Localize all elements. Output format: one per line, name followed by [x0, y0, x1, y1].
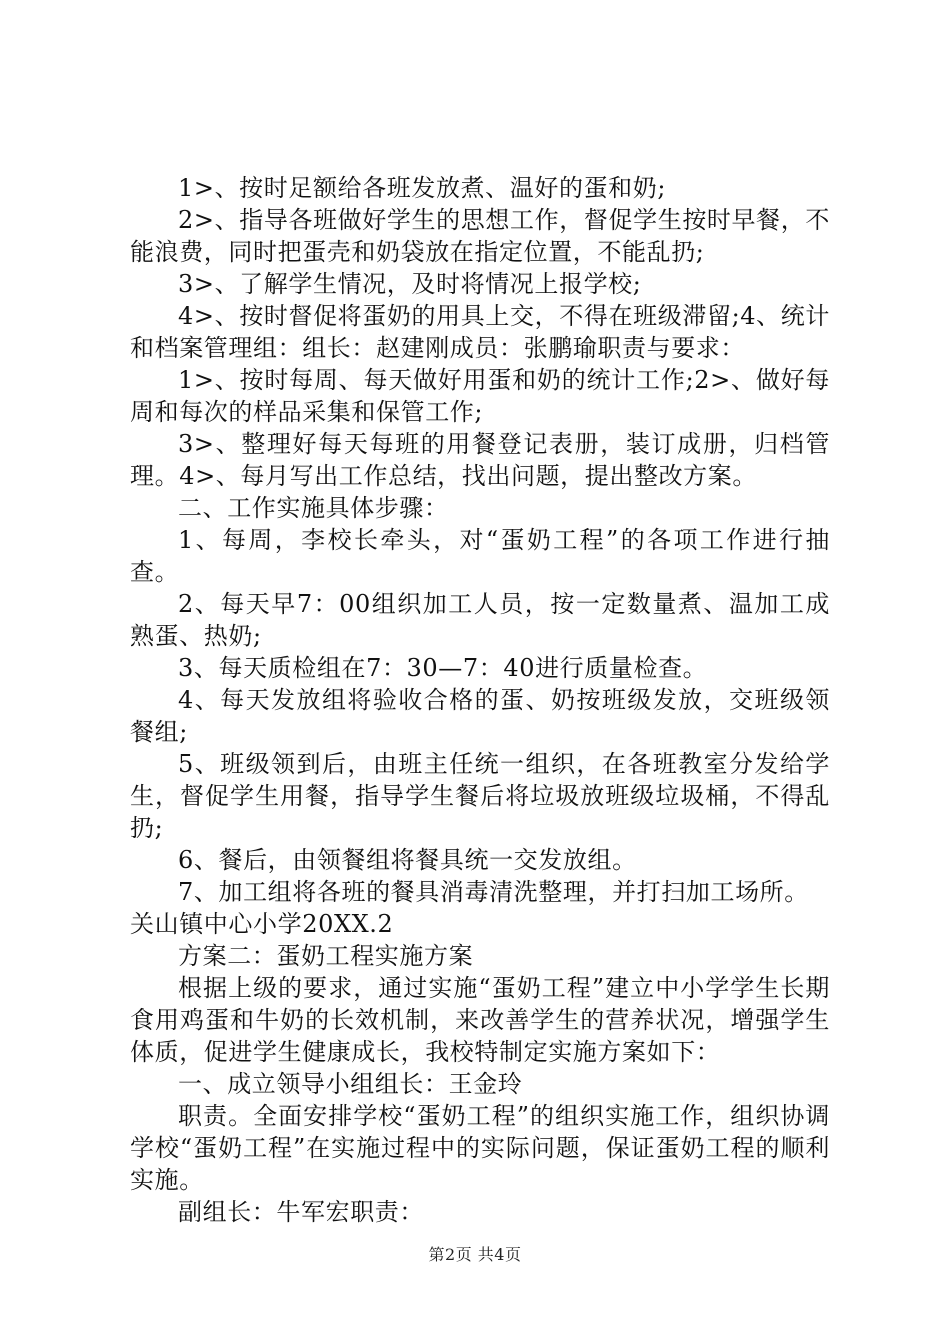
paragraph: 7、加工组将各班的餐具消毒清洗整理，并打扫加工场所。	[178, 878, 809, 906]
paragraph: 1>、按时足额给各班发放煮、温好的蛋和奶;	[178, 174, 667, 202]
paragraph: 3>、了解学生情况，及时将情况上报学校;	[178, 270, 642, 298]
paragraph: 3、每天质检组在7：30—7：40进行质量检查。	[178, 654, 708, 682]
section-heading: 方案二：蛋奶工程实施方案	[178, 942, 474, 970]
paragraph: 根据上级的要求，通过实施“蛋奶工程”建立中小学学生长期食用鸡蛋和牛奶的长效机制，来改善学生的营养状况，增强学生体质，促进学生健康成长，我校特制定实施方案如下：	[130, 974, 830, 1066]
paragraph: 2>、指导各班做好学生的思想工作，督促学生按时早餐，不能浪费，同时把蛋壳和奶袋放在指定位置，不能乱扔;	[130, 206, 830, 266]
paragraph: 职责。全面安排学校“蛋奶工程”的组织实施工作，组织协调学校“蛋奶工程”在实施过程中的实际问题，保证蛋奶工程的顺利实施。	[130, 1102, 830, 1194]
page-number-label: 第2页 共4页	[428, 1245, 522, 1264]
paragraph: 3>、整理好每天每班的用餐登记表册，装订成册，归档管理。4>、每月写出工作总结，找出问题，提出整改方案。	[130, 430, 830, 490]
signature-line: 关山镇中心小学20XX.2	[130, 910, 394, 938]
paragraph: 5、班级领到后，由班主任统一组织，在各班教室分发给学生，督促学生用餐，指导学生餐后将垃圾放班级垃圾桶，不得乱扔;	[130, 750, 830, 842]
paragraph: 1>、按时每周、每天做好用蛋和奶的统计工作;2>、做好每周和每次的样品采集和保管工作;	[130, 366, 830, 426]
paragraph: 2、每天早7：00组织加工人员，按一定数量煮、温加工成熟蛋、热奶;	[130, 590, 830, 650]
paragraph: 4>、按时督促将蛋奶的用具上交，不得在班级滞留;4、统计和档案管理组：组长：赵建刚成员：张鹏瑜职责与要求：	[130, 302, 830, 362]
paragraph: 6、餐后，由领餐组将餐具统一交发放组。	[178, 846, 637, 874]
paragraph: 1、每周，李校长牵头，对“蛋奶工程”的各项工作进行抽查。	[130, 526, 830, 586]
document-body	[130, 172, 830, 1228]
section-heading: 二、工作实施具体步骤：	[178, 494, 449, 522]
section-heading: 一、成立领导小组组长：王金玲	[178, 1070, 523, 1098]
paragraph: 副组长：牛军宏职责：	[178, 1198, 424, 1226]
page-footer	[0, 1245, 950, 1265]
paragraph: 4、每天发放组将验收合格的蛋、奶按班级发放，交班级领餐组;	[130, 686, 830, 746]
